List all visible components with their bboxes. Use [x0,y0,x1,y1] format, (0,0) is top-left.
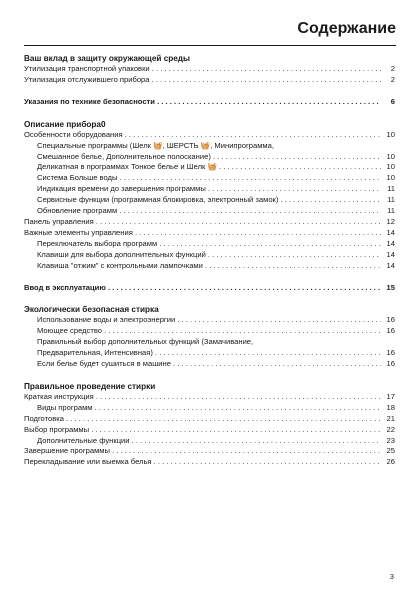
toc-entry[interactable] [37,239,395,250]
toc-entry-text: Особенности оборудования . . . [24,130,381,141]
toc-page-number: 11 [387,184,395,194]
toc-page-number: 16 [386,348,395,358]
page-title: Содержание [297,20,396,37]
toc-entry[interactable] [37,436,395,447]
toc-entry-text: Моющее средство . . . [37,326,381,337]
toc-entry-text: Индикация времени до завершения программы . . . [37,184,381,195]
toc-page-number: 16 [386,326,395,336]
toc-entry-text: Утилизация транспортной упаковки . . . [24,64,381,75]
toc-entry-text: Дополнительные функции . . . [37,436,381,447]
header-rule [24,45,396,46]
section-title: Экологически безопасная стирка [24,305,159,315]
toc-page-number: 21 [386,413,395,423]
toc-entry-text: Обновление программ . . . [37,206,381,217]
toc-entry-text: Панель управления . . . [24,217,381,228]
toc-entry[interactable] [24,64,395,75]
toc-entry[interactable] [37,162,395,173]
toc-entry-text: Завершение программы . . . [24,446,381,457]
toc-entry-text: Перекладывание или выемка белья . . . [24,457,381,468]
toc-entry-text: Важные элементы управления . . . [24,228,381,239]
toc-chapter-link[interactable] [24,283,395,294]
toc-entry-text: Клавиша "отжим" с контрольными лампочками . . . [37,261,381,272]
toc-entry-text: Смешанное белье, Дополнительное полоскание) . . . [37,152,381,163]
toc-entry[interactable] [37,359,395,370]
toc-page-number: 10 [386,162,395,172]
toc-entry-text: Система Больше воды . . . [37,173,381,184]
section-title: Ваш вклад в защиту окружающей среды [24,54,190,63]
toc-entry-text: Переключатель выбора программ . . . [37,239,381,250]
toc-entry[interactable] [24,446,395,457]
toc-entry-text: Ввод в эксплуатацию . . . [24,283,381,294]
toc-entry[interactable] [24,217,395,228]
toc-page-number: 2 [390,74,395,84]
toc-page-number: 15 [386,282,395,292]
toc-entry-text-line1: Специальные программы (Шелк 🧺, ШЕРСТЬ 🧺, Минипрограмма, [37,140,274,150]
toc-entry[interactable] [24,130,395,141]
toc-page-number: 2 [390,64,395,73]
toc-page-number: 25 [386,446,395,456]
toc-entry-text: Виды программ . . . [37,403,381,414]
toc-page-number: 14 [386,227,395,237]
section-title: Описание прибора0 [24,119,106,129]
toc-entry[interactable] [37,184,395,195]
toc-entry-text: Утилизация отслужившего прибора . . . [24,75,381,86]
toc-entry[interactable] [37,403,395,414]
toc-entry-text: Использование воды и электроэнергии . . . [37,315,381,326]
toc-page-number: 10 [386,151,395,161]
toc-entry[interactable] [37,195,395,206]
toc-entry-text: Если белье будет сушиться в машине . . . [37,359,381,370]
toc-entry[interactable] [24,457,395,468]
toc-entry[interactable] [37,250,395,261]
toc-page-number: 12 [386,216,395,226]
toc-page-number: 10 [386,173,395,183]
toc-entry[interactable] [37,261,395,272]
toc-page-number: 18 [386,402,395,412]
toc-entry-text: Клавиши для выбора дополнительных функций . . . [37,250,381,261]
toc-entry[interactable] [24,228,395,239]
toc-entry[interactable] [24,414,395,425]
toc-entry[interactable] [37,326,395,337]
toc-entry-text: Предварительная, Интенсивная) . . . [37,348,381,359]
toc-page-number: 26 [386,457,395,467]
toc-entry[interactable] [37,337,395,359]
toc-entry-text: Краткая инструкция . . . [24,392,381,403]
toc-page-number: 17 [386,391,395,401]
toc-chapter-link[interactable] [24,97,395,108]
toc-entry[interactable] [37,315,395,326]
toc-entry[interactable] [37,141,395,163]
toc-page-number: 11 [387,206,395,216]
toc-page-number: 16 [386,315,395,325]
toc-entry-text: Сервисные функции (программная блокировка, электронный замок) . . . [37,195,381,206]
toc-page-number: 11 [387,195,395,205]
toc-page-number: 16 [386,359,395,369]
toc-entry[interactable] [24,425,395,436]
table-of-contents [24,53,395,468]
toc-page-number: 10 [386,129,395,139]
toc-entry[interactable] [37,206,395,217]
page-header [24,20,396,46]
toc-page-number: 14 [386,238,395,248]
toc-entry-text: Выбор программы . . . [24,425,381,436]
section-title: Правильное проведение стирки [24,381,156,391]
page-number: 3 [389,572,394,581]
toc-entry-text: Указания по технике безопасности . . . [24,97,381,108]
toc-entry[interactable] [24,75,395,86]
toc-page-number: 14 [386,260,395,270]
toc-entry-text-line1: Правильный выбор дополнительных функций (Замачивание, [37,337,254,347]
toc-page-number: 6 [390,96,395,106]
toc-entry-text: Подготовка . . . [24,414,381,425]
toc-entry[interactable] [37,173,395,184]
toc-page-number: 22 [386,424,395,434]
toc-page-number: 23 [386,435,395,445]
toc-entry-text: Деликатная в программах Тонкое белье и Шелк 🧺 . . . [37,162,381,173]
toc-entry[interactable] [24,392,395,403]
toc-page-number: 14 [386,249,395,259]
